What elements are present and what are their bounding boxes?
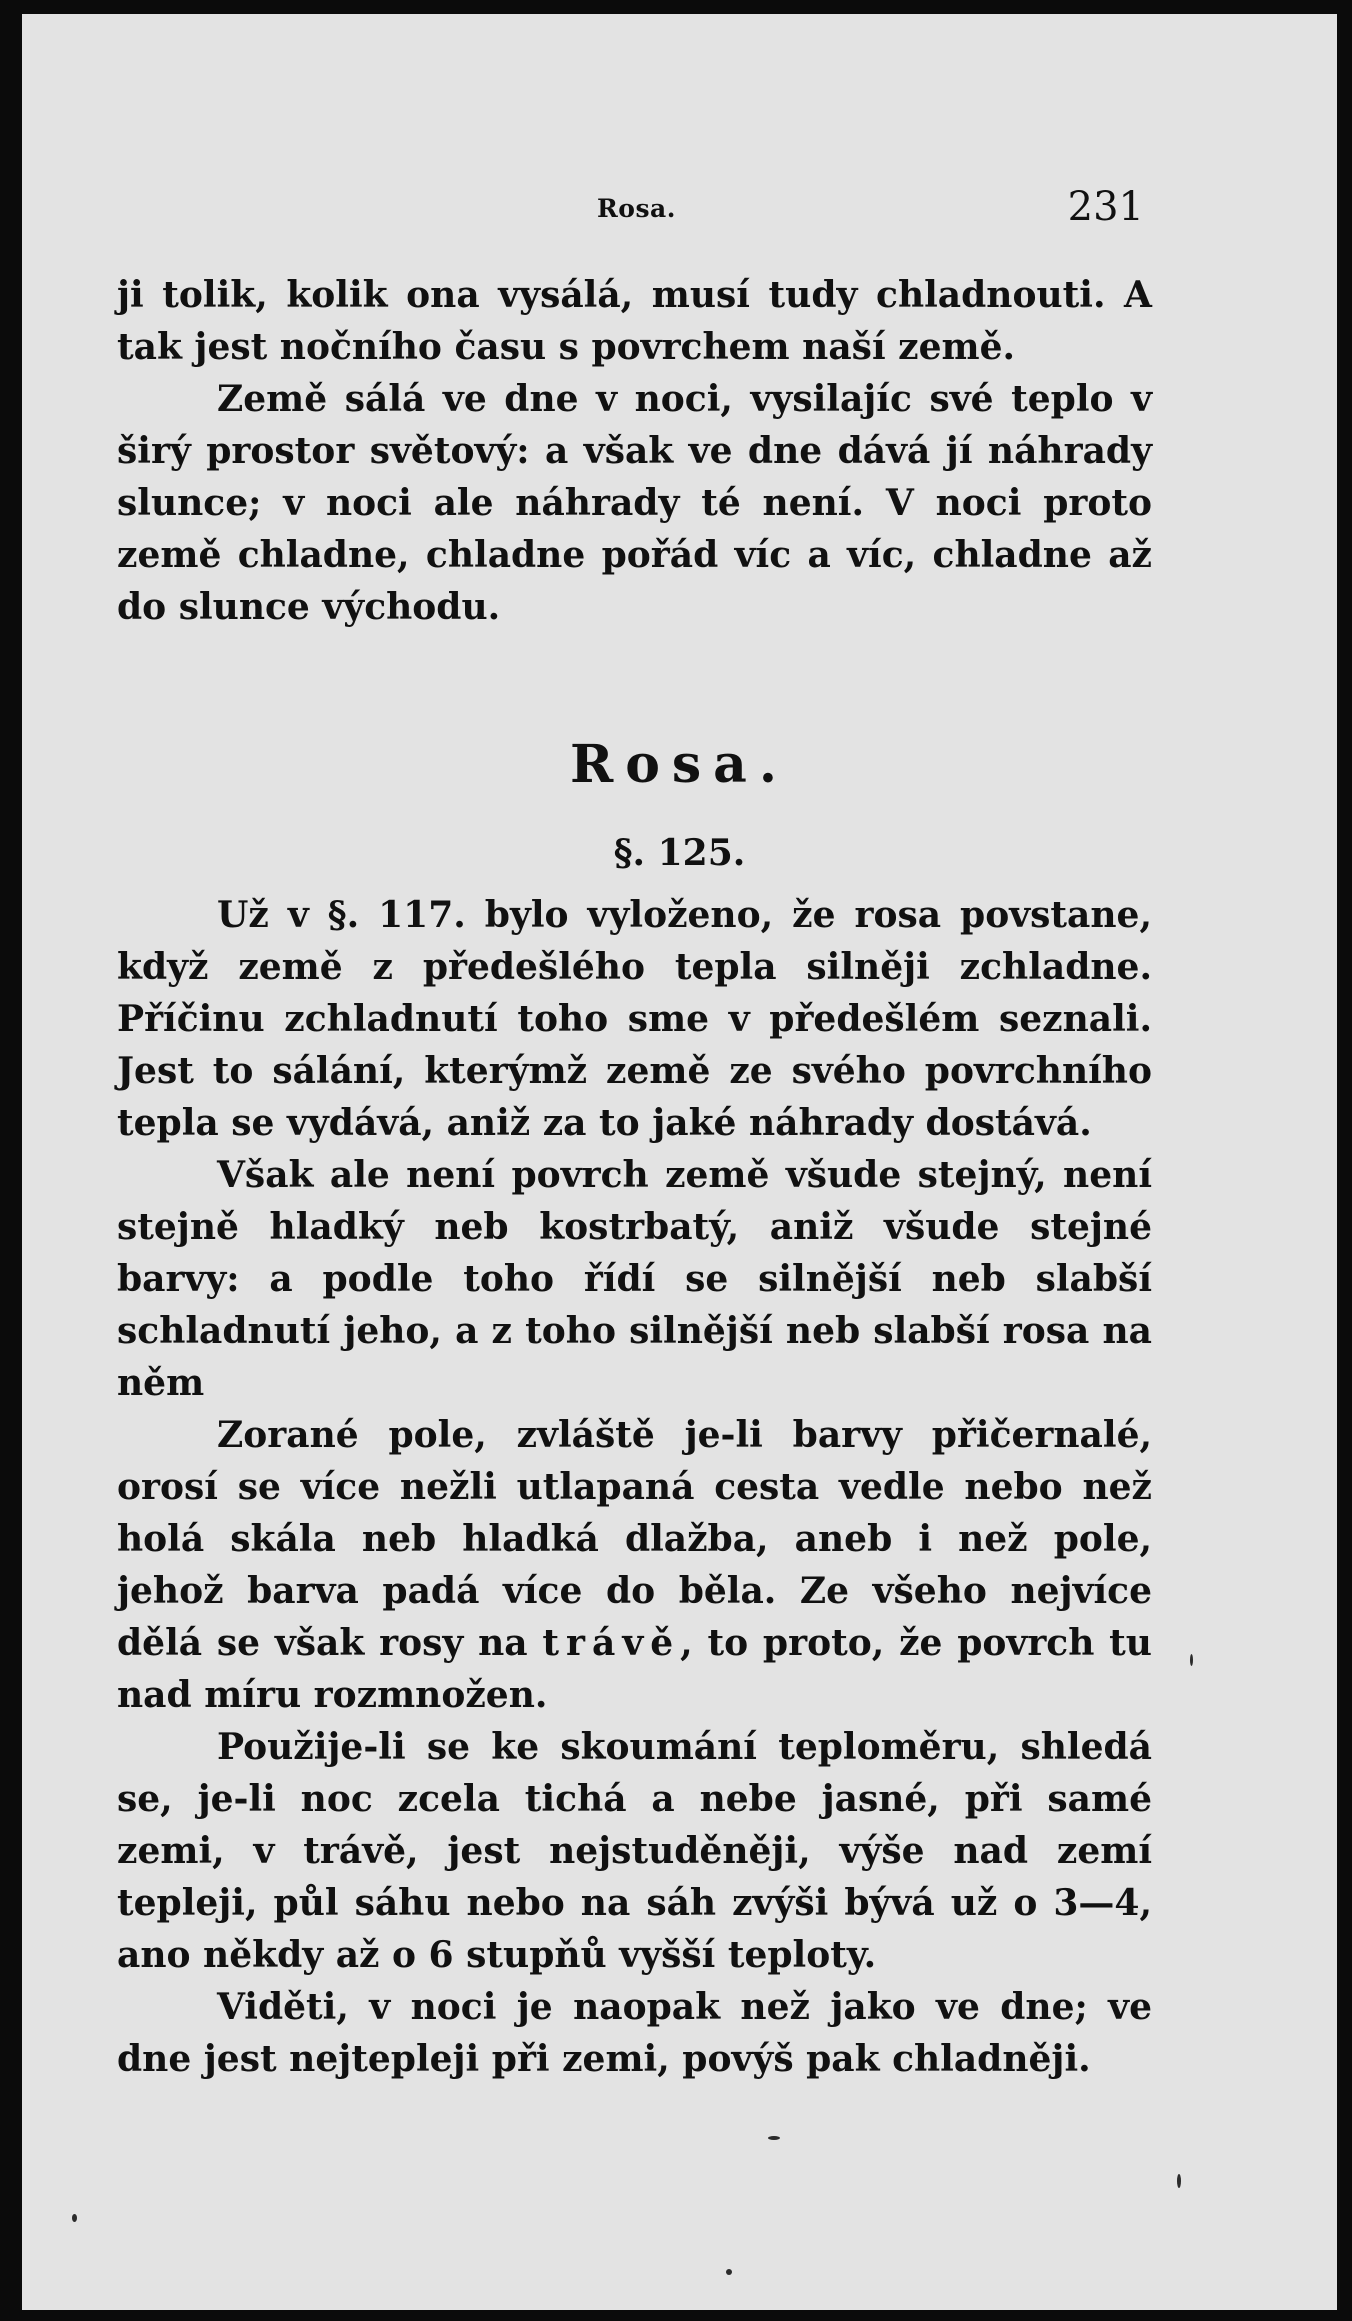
paragraph-text: Zorané pole, zvláště je-li barvy přičernalé, orosí se více nežli utlapaná cesta vedle nebo než holá skála neb hladká dlažba, aneb i než pole, jehož barva padá více do běla. Ze všeho nejvíce dělá se však rosy na bbox=[117, 1414, 1152, 1664]
print-speck bbox=[1190, 1654, 1193, 1666]
running-header bbox=[22, 184, 1337, 234]
paragraph-text: , to proto, že povrch tu nad míru rozmnožen. bbox=[117, 1622, 1152, 1716]
print-speck bbox=[768, 2136, 780, 2140]
paragraph bbox=[117, 1409, 1152, 1721]
page-number: 231 bbox=[1067, 184, 1144, 230]
paragraph: Už v §. 117. bylo vyloženo, že rosa povstane, když země z předešlého tepla silněji zchladne. Příčinu zchladnutí toho sme v předešlém seznali. Jest to sálání, kterýmž země ze svého povrchního tepla se vydává, aniž za to jaké náhrady dostává. bbox=[117, 894, 1152, 1144]
running-title: Rosa. bbox=[597, 194, 676, 223]
print-speck bbox=[726, 2269, 732, 2275]
paragraph: ji tolik, kolik ona vysálá, musí tudy chladnouti. A tak jest nočního času s povrchem naší země. bbox=[117, 274, 1152, 368]
paragraph: Viděti, v noci je naopak než jako ve dne; ve dne jest nejtepleji při zemi, povýš pak chladněji. bbox=[117, 1986, 1152, 2080]
paragraph: Však ale není povrch země všude stejný, není stejně hladký neb kostrbatý, aniž všude stejné barvy: a podle toho řídí se silnější neb slabší schladnutí jeho, a z toho silnější neb slabší rosa na něm bbox=[117, 1154, 1152, 1404]
paragraph: Země sálá ve dne v noci, vysilajíc své teplo v širý prostor světový: a však ve dne dává jí náhrady slunce; v noci ale náhrady té není. V noci proto země chladne, chladne pořád víc a víc, chladne až do slunce východu. bbox=[117, 378, 1152, 628]
paragraph: Použije-li se ke skoumání teploměru, shledá se, je-li noc zcela tichá a nebe jasné, při samé zemi, v trávě, jest nejstuděněji, výše nad zemí tepleji, půl sáhu nebo na sáh zvýši bývá už o 3—4, ano někdy až o 6 stupňů vyšší teploty. bbox=[117, 1726, 1152, 1976]
text-block-lower bbox=[117, 889, 1152, 2085]
text-block-upper bbox=[117, 269, 1152, 633]
section-title: Rosa. bbox=[570, 734, 789, 795]
print-speck bbox=[72, 2214, 77, 2222]
emphasized-word: trávě bbox=[542, 1622, 681, 1664]
section-number: §. 125. bbox=[613, 832, 746, 874]
print-speck bbox=[1177, 2174, 1181, 2188]
book-page bbox=[22, 14, 1337, 2310]
